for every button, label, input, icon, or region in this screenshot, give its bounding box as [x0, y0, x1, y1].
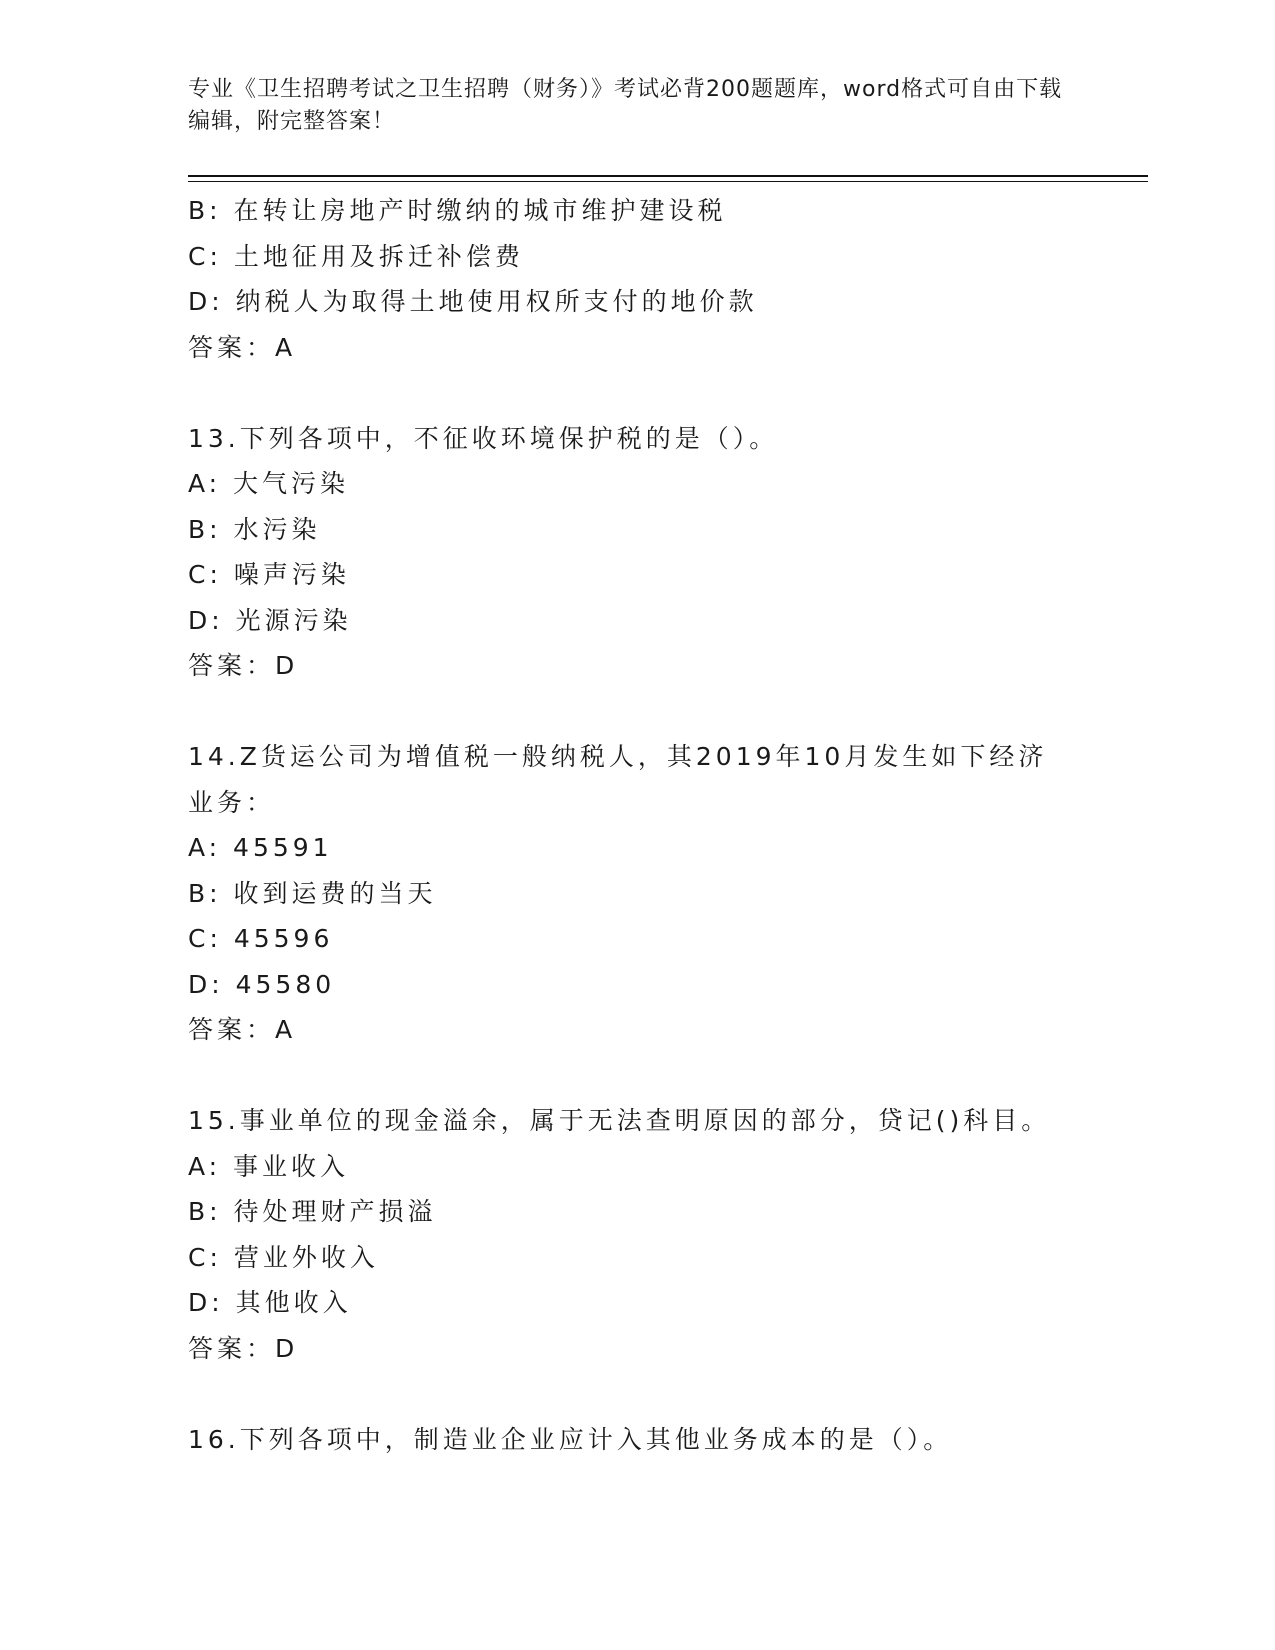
- header-rule-thick: [188, 175, 1148, 177]
- option-c: C: 土地征用及拆迁补偿费: [188, 241, 524, 271]
- option-c: C: 噪声污染: [188, 560, 350, 589]
- question-text: 16.下列各项中，制造业企业应计入其他业务成本的是（）。: [188, 1424, 953, 1454]
- question-text: 15.事业单位的现金溢余，属于无法查明原因的部分，贷记()科目。: [188, 1106, 1051, 1135]
- option-b: B: 收到运费的当天: [188, 878, 437, 908]
- option-b: B: 待处理财产损溢: [188, 1197, 437, 1226]
- spacer: [188, 1371, 1088, 1417]
- question-block-15: [188, 1098, 1088, 1371]
- question-block-12: [188, 188, 1088, 370]
- option-c: C: 45596: [188, 924, 334, 953]
- spacer: [188, 370, 1088, 416]
- document-header: 专业《卫生招聘考试之卫生招聘（财务）》考试必背200题题库，word格式可自由下载编辑，附完整答案！: [188, 77, 1063, 134]
- answer: 答案：D: [188, 1333, 299, 1363]
- option-a: A: 事业收入: [188, 1151, 350, 1181]
- option-b: B: 水污染: [188, 514, 321, 544]
- question-block-16: [188, 1417, 1088, 1463]
- question-text: 13.下列各项中，不征收环境保护税的是（）。: [188, 423, 779, 453]
- question-block-13: [188, 416, 1088, 689]
- question-block-14: [188, 734, 1088, 1053]
- option-b: B: 在转让房地产时缴纳的城市维护建设税: [188, 196, 727, 225]
- option-d: D: 光源污染: [188, 605, 352, 635]
- option-d: D: 其他收入: [188, 1288, 352, 1317]
- option-a: A: 大气污染: [188, 469, 350, 498]
- answer: 答案：D: [188, 651, 299, 680]
- question-content: [188, 188, 1088, 1462]
- option-a: A: 45591: [188, 833, 333, 862]
- header-rule-thin: [188, 181, 1148, 182]
- spacer: [188, 1053, 1088, 1099]
- answer: 答案：A: [188, 332, 297, 362]
- option-c: C: 营业外收入: [188, 1242, 379, 1272]
- spacer: [188, 689, 1088, 735]
- option-d: D: 纳税人为取得土地使用权所支付的地价款: [188, 287, 758, 316]
- question-text: 14.Z货运公司为增值税一般纳税人，其2019年10月发生如下经济业务：: [188, 742, 1048, 817]
- option-d: D: 45580: [188, 969, 336, 999]
- answer: 答案：A: [188, 1015, 297, 1044]
